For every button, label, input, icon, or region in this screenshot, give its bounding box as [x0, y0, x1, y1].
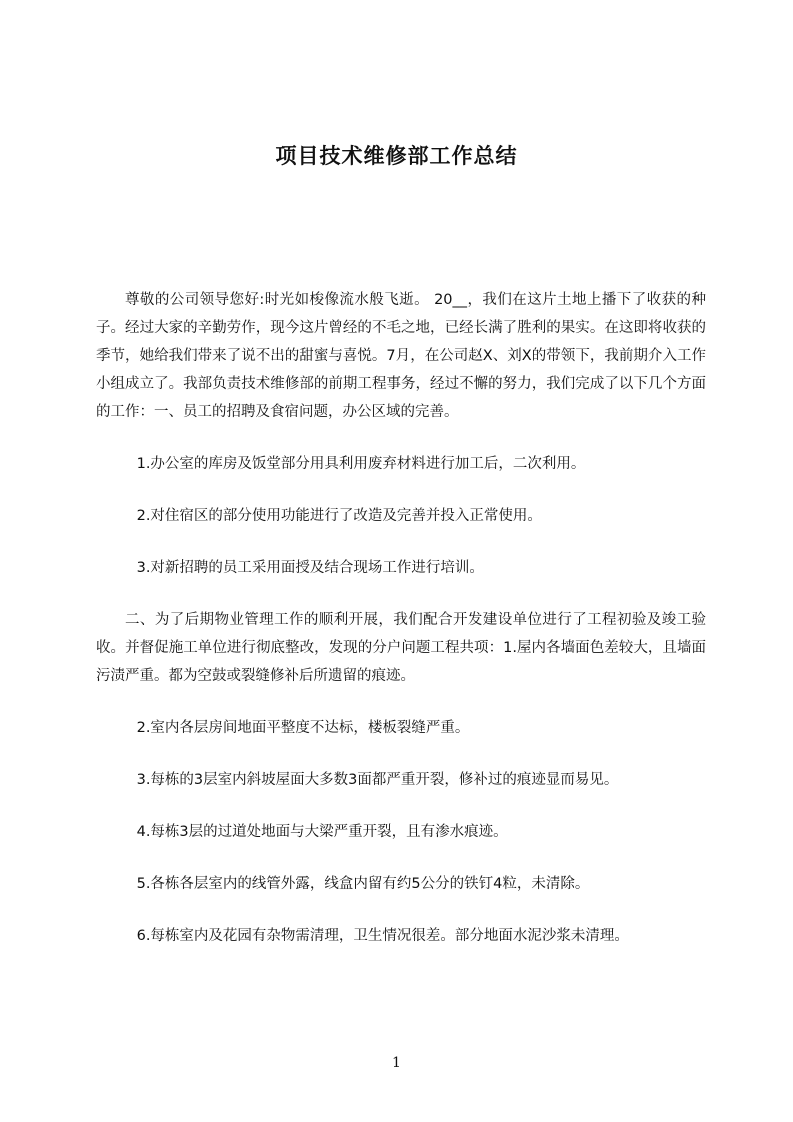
document-body: [96, 286, 706, 974]
section2-item-2: 2.室内各层房间地面平整度不达标，楼板裂缝严重。: [136, 720, 470, 736]
document-title: 项目技术维修部工作总结: [275, 144, 518, 168]
section2-item-6: 6.每栋室内及花园有杂物需清理，卫生情况很差。部分地面水泥沙浆未清理。: [136, 928, 629, 944]
section1-item-3: 3.对新招聘的员工采用面授及结合现场工作进行培训。: [136, 560, 484, 576]
section2-item-4: 4.每栋3层的过道处地面与大梁严重开裂，且有渗水痕迹。: [136, 824, 508, 840]
section2-item-5: 5.各栋各层室内的线管外露，线盒内留有约5公分的铁钉4粒，未清除。: [136, 876, 590, 892]
section1-item-2: 2.对住宿区的部分使用功能进行了改造及完善并投入正常使用。: [136, 508, 542, 524]
section2-intro-paragraph: 二、为了后期物业管理工作的顺利开展，我们配合开发建设单位进行了工程初验及竣工验收。并督促施工单位进行彻底整改，发现的分户问题工程共项：1.屋内各墙面色差较大，且墙面污渍严重。都为空鼓或裂缝修补后所遗留的痕迹。: [96, 612, 706, 684]
section2-item-3: 3.每栋的3层室内斜坡屋面大多数3面都严重开裂，修补过的痕迹显而易见。: [136, 772, 619, 788]
section1-item-1: 1.办公室的库房及饭堂部分用具利用废弃材料进行加工后，二次利用。: [136, 456, 586, 472]
page-number: 1: [392, 1055, 401, 1071]
intro-paragraph: 尊敬的公司领导您好:时光如梭像流水般飞逝。 20__，我们在这片土地上播下了收获的种子。经过大家的辛勤劳作，现今这片曾经的不毛之地，已经长满了胜利的果实。在这即将收获的季节，她给我们带来了说不出的甜蜜与喜悦。7月，在公司赵X、刘X的带领下，我前期介入工作小组成立了。我部负责技术维修部的前期工程事务，经过不懈的努力，我们完成了以下几个方面的工作：一、员工的招聘及食宿问题，办公区域的完善。: [96, 292, 706, 420]
